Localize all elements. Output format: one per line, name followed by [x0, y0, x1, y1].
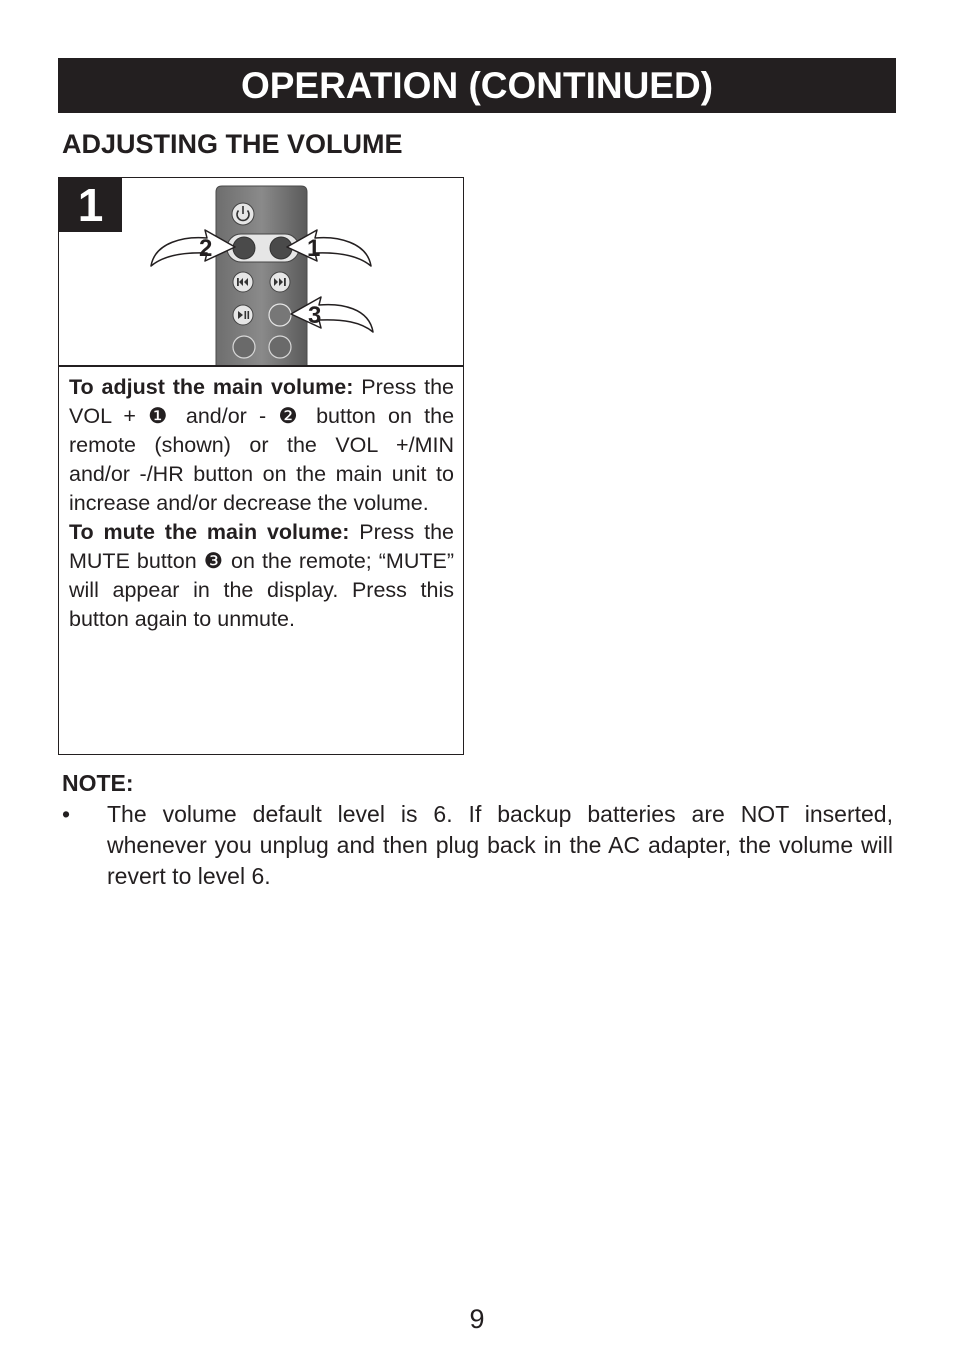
page-header-title: OPERATION (CONTINUED): [58, 58, 896, 113]
mute-volume-heading: To mute the main volume:: [69, 520, 350, 544]
note-bullet: •: [62, 801, 71, 827]
step-number: 1: [59, 178, 122, 232]
step-box: [58, 177, 464, 755]
step-instructions: [69, 373, 454, 634]
marker-2: ❷: [278, 404, 304, 428]
skip-back-icon: [233, 272, 253, 292]
note-text: The volume default level is 6. If backup batteries are NOT inserted, whenever you unplug and then plug back in the AC adapter, the volume will revert to level 6.: [107, 801, 893, 889]
page-number: 9: [469, 1304, 485, 1334]
skip-forward-icon: [270, 272, 290, 292]
callout-label-2: 2: [199, 235, 213, 262]
callout-label-3: 3: [308, 302, 322, 329]
play-pause-icon: [233, 305, 253, 325]
vol-minus-button: [233, 237, 255, 259]
figure-divider: [59, 365, 463, 367]
marker-3: ❸: [203, 549, 225, 573]
remote-body: [216, 186, 307, 366]
power-icon: [232, 203, 254, 225]
note-title: NOTE:: [62, 770, 134, 796]
section-title: ADJUSTING THE VOLUME: [62, 129, 403, 159]
callout-label-1: 1: [307, 235, 321, 262]
mute-button: [269, 304, 291, 326]
adjust-volume-heading: To adjust the main volume:: [69, 375, 354, 399]
marker-1: ❶: [148, 404, 174, 428]
adjust-volume-paragraph: To adjust the main volume: Press the VOL + ❶ and/or - ❷ button on the remote (shown) or the VOL +/MIN and/or -/HR button on the main unit to increase and/or decrease the volume.: [69, 375, 455, 515]
mute-volume-paragraph: To mute the main volume: Press the MUTE button ❸ on the remote; “MUTE” will appear in the display. Press this button again to unmute.: [69, 520, 455, 631]
